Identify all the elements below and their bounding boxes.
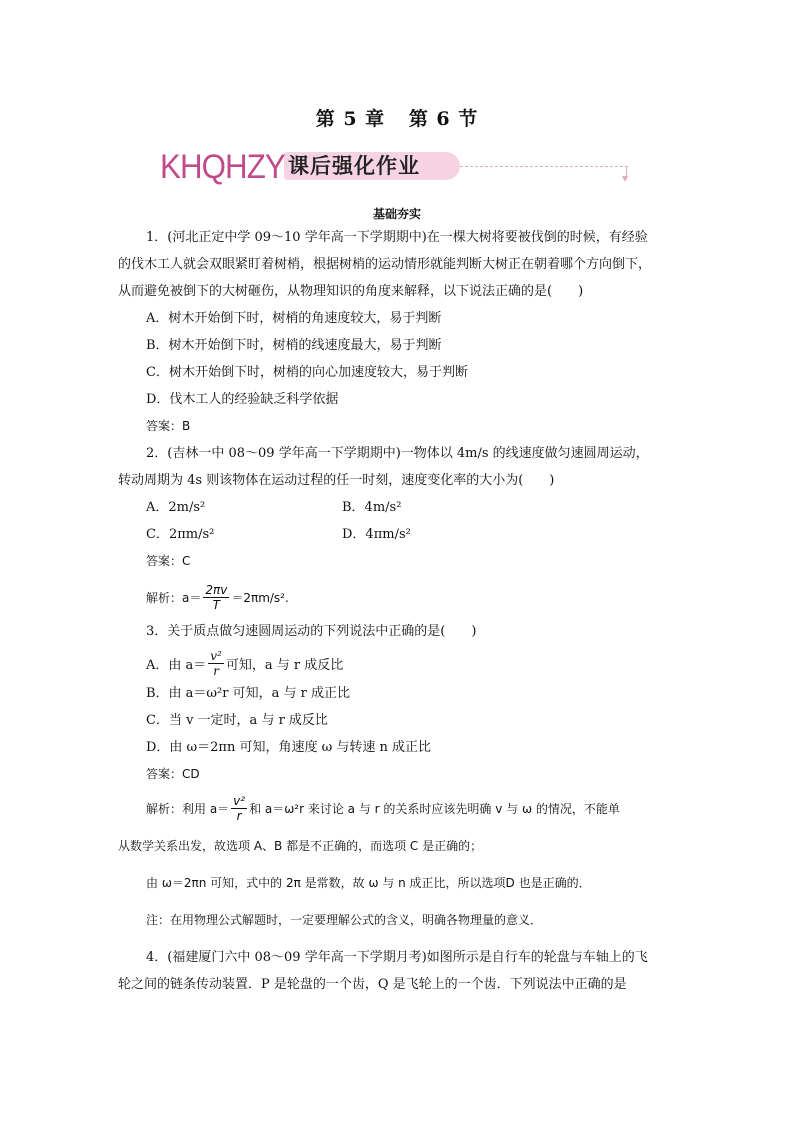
banner-arrow-icon: ▼ bbox=[622, 174, 629, 183]
q4-stem-line: 4．(福建厦门六中 08～09 学年高一下学期月考)如图所示是自行车的轮盘与车轴上的飞 bbox=[146, 950, 648, 965]
q3-analysis-line: 由 ω＝2πn 可知，式中的 2π 是常数，故 ω 与 n 成正比，所以选项D 也是正确的． bbox=[146, 876, 591, 890]
q3-option-b: B．由 a＝ω²r 可知，a 与 r 成正比 bbox=[146, 686, 350, 701]
q2-option-c: C．2πm/s² bbox=[146, 527, 215, 542]
q2-fraction bbox=[203, 583, 229, 612]
q3-note: 注：在用物理公式解题时，一定要理解公式的含义，明确各物理量的意义． bbox=[146, 913, 543, 927]
q1-option-d: D．伐木工人的经验缺乏科学依据 bbox=[146, 392, 339, 407]
q3-analysis-fraction bbox=[231, 794, 247, 823]
q1-option-a: A．树木开始倒下时，树梢的角速度较大，易于判断 bbox=[146, 311, 442, 326]
q2-analysis-prefix: 解析：a＝ bbox=[146, 591, 202, 605]
page-title bbox=[0, 104, 794, 131]
q2-analysis bbox=[118, 583, 678, 612]
fraction-denominator: T bbox=[212, 598, 221, 612]
q1-answer: 答案：B bbox=[146, 419, 191, 433]
q2-option-d: D．4πm/s² bbox=[342, 527, 411, 542]
q2-answer: 答案：C bbox=[146, 554, 191, 568]
q2-option-a: A．2m/s² bbox=[146, 500, 206, 515]
q1-stem-line: 1．(河北正定中学 09～10 学年高一下学期期中)在一棵大树将要被伐倒的时候，有经验 bbox=[146, 230, 648, 245]
q3-option-a-prefix: A．由 a＝ bbox=[146, 658, 207, 673]
q2-option-b: B．4m/s² bbox=[342, 500, 402, 515]
q3-option-a bbox=[118, 649, 678, 678]
q3-analysis bbox=[118, 794, 678, 823]
section-heading: 基础夯实 bbox=[372, 207, 421, 221]
document-body bbox=[118, 224, 678, 998]
banner-divider bbox=[460, 166, 628, 167]
q1-stem-line: 的伐木工人就会双眼紧盯着树梢，根据树梢的运动情形就能判断大树正在朝着哪个方向倒下， bbox=[118, 257, 652, 272]
q2-stem-line: 转动周期为 4s 则该物体在运动过程的任一时刻，速度变化率的大小为( ) bbox=[118, 473, 555, 488]
chapter-label: 第 5 章 bbox=[315, 108, 386, 130]
q4-stem-line: 轮之间的链条传动装置．P 是轮盘的一个齿，Q 是飞轮上的一个齿．下列说法中正确的是 bbox=[118, 977, 627, 992]
q1-stem-line: 从而避免被倒下的大树砸伤，从物理知识的角度来解释，以下说法正确的是( ) bbox=[118, 284, 584, 299]
q2-stem-line: 2．(吉林一中 08～09 学年高一下学期期中)一物体以 4m/s 的线速度做匀速圆周运动， bbox=[146, 446, 649, 461]
q3-answer: 答案：CD bbox=[146, 767, 200, 781]
q3-option-c: C．当 v 一定时，a 与 r 成反比 bbox=[146, 713, 328, 728]
q3-analysis-line: 从数学关系出发，故选项 A、B 都是不正确的，而选项 C 是正确的； bbox=[118, 839, 483, 853]
q1-option-b: B．树木开始倒下时，树梢的线速度最大，易于判断 bbox=[146, 338, 442, 353]
q2-options-row bbox=[118, 521, 678, 548]
q3-option-d: D．由 ω＝2πn 可知，角速度 ω 与转速 n 成正比 bbox=[146, 740, 431, 755]
q3-stem: 3．关于质点做匀速圆周运动的下列说法中正确的是( ) bbox=[146, 624, 477, 639]
q3-option-a-suffix: 可知，a 与 r 成反比 bbox=[225, 658, 344, 673]
q3-option-a-fraction bbox=[208, 649, 224, 678]
section-label: 第 6 节 bbox=[408, 108, 479, 130]
fraction-numerator: 2πv bbox=[205, 583, 228, 597]
q2-analysis-suffix: ＝2πm/s². bbox=[231, 591, 289, 605]
q3-analysis-prefix: 解析：利用 a＝ bbox=[146, 802, 230, 816]
q1-option-c: C．树木开始倒下时，树梢的向心加速度较大，易于判断 bbox=[146, 365, 468, 380]
fraction-numerator: v² bbox=[210, 649, 222, 663]
q3-analysis-suffix: 和 a＝ω²r 来讨论 a 与 r 的关系时应该先明确 v 与 ω 的情况，不能单 bbox=[249, 802, 620, 816]
homework-banner bbox=[160, 148, 640, 188]
fraction-denominator: r bbox=[236, 809, 242, 823]
banner-code: KHQHZY bbox=[160, 148, 285, 186]
banner-title: 课后强化作业 bbox=[288, 154, 420, 178]
q2-options-row bbox=[118, 494, 678, 521]
fraction-denominator: r bbox=[213, 664, 219, 678]
fraction-numerator: v² bbox=[233, 794, 246, 808]
